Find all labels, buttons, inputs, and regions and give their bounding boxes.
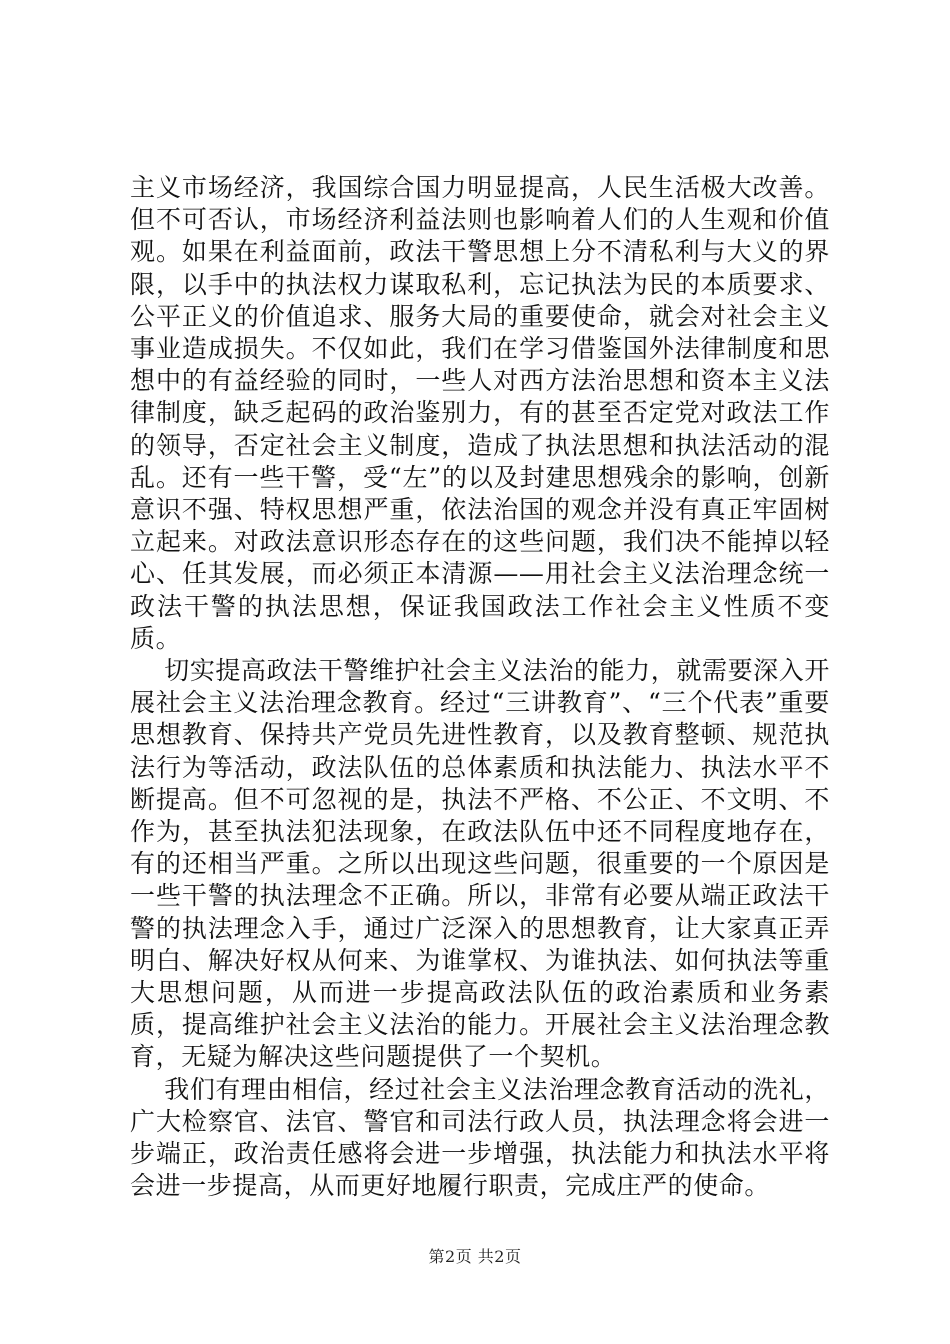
paragraph-2: 切实提高政法干警维护社会主义法治的能力，就需要深入开展社会主义法治理念教育。经过“三讲教育”、“三个代表”重要思想教育、保持共产党员先进性教育，以及教育整顿、规范执法行为等活动，政法队伍的总体素质和执法能力、执法水平不断提高。但不可忽视的是，执法不严格、不公正、不文明、不作为，甚至执法犯法现象，在政法队伍中还不同程度地存在，有的还相当严重。之所以出现这些问题，很重要的一个原因是一些干警的执法理念不正确。所以，非常有必要从端正政法干警的执法理念入手，通过广泛深入的思想教育，让大家真正弄明白、解决好权从何来、为谁掌权、为谁执法、如何执法等重大思想问题，从而进一步提高政法队伍的政治素质和业务素质，提高维护社会主义法治的能力。开展社会主义法治理念教育，无疑为解决这些问题提供了一个契机。 [130, 656, 830, 1072]
page-footer: 第2页 共2页 [428, 1247, 522, 1266]
document-body [130, 172, 830, 1203]
paragraph-1: 主义市场经济，我国综合国力明显提高，人民生活极大改善。但不可否认，市场经济利益法则也影响着人们的人生观和价值观。如果在利益面前，政法干警思想上分不清私利与大义的界限，以手中的执法权力谋取私利，忘记执法为民的本质要求、公平正义的价值追求、服务大局的重要使命，就会对社会主义事业造成损失。不仅如此，我们在学习借鉴国外法律制度和思想中的有益经验的同时，一些人对西方法治思想和资本主义法律制度，缺乏起码的政治鉴别力，有的甚至否定党对政法工作的领导，否定社会主义制度，造成了执法思想和执法活动的混乱。还有一些干警，受“左”的以及封建思想残余的影响，创新意识不强、特权思想严重，依法治国的观念并没有真正牢固树立起来。对政法意识形态存在的这些问题，我们决不能掉以轻心、任其发展，而必须正本清源——用社会主义法治理念统一政法干警的执法思想，保证我国政法工作社会主义性质不变质。 [130, 173, 830, 653]
paragraph-3: 我们有理由相信，经过社会主义法治理念教育活动的洗礼，广大检察官、法官、警官和司法行政人员，执法理念将会进一步端正，政治责任感将会进一步增强，执法能力和执法水平将会进一步提高，从而更好地履行职责，完成庄严的使命。 [130, 1074, 830, 1201]
